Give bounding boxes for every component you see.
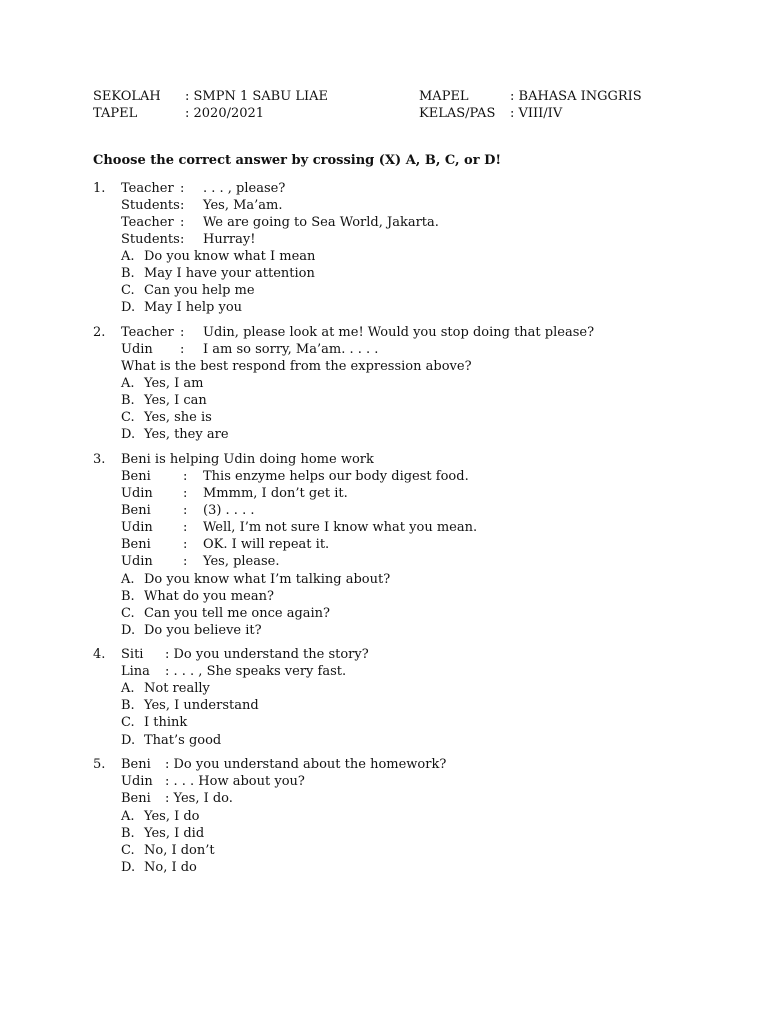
option-letter: D.: [121, 300, 136, 315]
dialogue-speaker: Students: [121, 232, 180, 247]
dialogue-line: OK. I will repeat it.: [203, 537, 330, 552]
dialogue-line: We are going to Sea World, Jakarta.: [203, 215, 439, 230]
dialogue-line: : Yes, I do.: [165, 791, 233, 806]
dialogue-speaker: Siti: [121, 647, 144, 662]
option-text[interactable]: I think: [144, 715, 188, 730]
dialogue-speaker: Beni: [121, 503, 151, 518]
dialogue-speaker: Beni: [121, 757, 151, 772]
option-letter: B.: [121, 826, 135, 841]
option-text[interactable]: Yes, I did: [144, 826, 205, 841]
question-number: 3.: [93, 452, 106, 467]
option-letter: A.: [121, 376, 135, 391]
option-text[interactable]: Do you know what I’m talking about?: [144, 572, 391, 587]
option-text[interactable]: Yes, they are: [144, 427, 229, 442]
question-prompt: What is the best respond from the expression above?: [121, 359, 472, 374]
dialogue-line: Yes, please.: [203, 554, 280, 569]
dialogue-speaker: Udin: [121, 486, 153, 501]
kelas-label: KELAS/PAS: [419, 106, 496, 121]
dialogue-colon: :: [183, 503, 188, 518]
option-letter: C.: [121, 283, 135, 298]
dialogue-speaker: Teacher: [121, 215, 174, 230]
dialogue-line: Mmmm, I don’t get it.: [203, 486, 348, 501]
option-letter: C.: [121, 410, 135, 425]
dialogue-line: I am so sorry, Ma’am. . . . .: [203, 342, 379, 357]
dialogue-speaker: Lina: [121, 664, 150, 679]
dialogue-colon: :: [183, 554, 188, 569]
option-text[interactable]: Yes, I do: [144, 809, 200, 824]
dialogue-colon: :: [183, 520, 188, 535]
option-letter: B.: [121, 393, 135, 408]
question-number: 5.: [93, 757, 106, 772]
option-text[interactable]: Yes, I understand: [144, 698, 259, 713]
dialogue-colon: :: [183, 486, 188, 501]
mapel-value: : BAHASA INGGRIS: [510, 89, 642, 104]
option-letter: A.: [121, 249, 135, 264]
option-text[interactable]: Yes, she is: [144, 410, 212, 425]
dialogue-speaker: Udin: [121, 342, 153, 357]
option-letter: B.: [121, 266, 135, 281]
dialogue-speaker: Beni: [121, 537, 151, 552]
dialogue-line: Well, I’m not sure I know what you mean.: [203, 520, 478, 535]
dialogue-speaker: Teacher: [121, 181, 174, 196]
option-text[interactable]: Can you tell me once again?: [144, 606, 331, 621]
dialogue-colon: :: [180, 342, 185, 357]
option-letter: A.: [121, 572, 135, 587]
dialogue-speaker: Beni: [121, 791, 151, 806]
question-intro: Beni is helping Udin doing home work: [121, 452, 374, 467]
dialogue-speaker: Udin: [121, 520, 153, 535]
dialogue-line: Hurray!: [203, 232, 256, 247]
instruction-text: Choose the correct answer by crossing (X) A, B, C, or D!: [93, 153, 502, 168]
option-letter: B.: [121, 698, 135, 713]
option-letter: B.: [121, 589, 135, 604]
option-letter: C.: [121, 843, 135, 858]
sekolah-value: : SMPN 1 SABU LIAE: [185, 89, 328, 104]
dialogue-colon: :: [180, 181, 185, 196]
dialogue-line: . . . , please?: [203, 181, 286, 196]
mapel-label: MAPEL: [419, 89, 469, 104]
option-letter: D.: [121, 733, 136, 748]
dialogue-speaker: Beni: [121, 469, 151, 484]
dialogue-speaker: Students: [121, 198, 180, 213]
option-text[interactable]: What do you mean?: [144, 589, 274, 604]
dialogue-colon: :: [183, 469, 188, 484]
question-number: 4.: [93, 647, 106, 662]
question-number: 1.: [93, 181, 106, 196]
option-text[interactable]: Yes, I am: [144, 376, 204, 391]
dialogue-speaker: Udin: [121, 774, 153, 789]
option-letter: D.: [121, 427, 136, 442]
tapel-label: TAPEL: [93, 106, 138, 121]
kelas-value: : VIII/IV: [510, 106, 563, 121]
dialogue-line: (3) . . . .: [203, 503, 255, 518]
dialogue-line: : . . . How about you?: [165, 774, 305, 789]
dialogue-colon: :: [180, 198, 185, 213]
dialogue-line: : Do you understand the story?: [165, 647, 369, 662]
option-text[interactable]: May I help you: [144, 300, 243, 315]
option-text[interactable]: Do you know what I mean: [144, 249, 316, 264]
dialogue-speaker: Teacher: [121, 325, 174, 340]
option-text[interactable]: Can you help me: [144, 283, 255, 298]
dialogue-colon: :: [180, 232, 185, 247]
option-text[interactable]: That’s good: [144, 733, 222, 748]
dialogue-colon: :: [180, 215, 185, 230]
sekolah-label: SEKOLAH: [93, 89, 161, 104]
option-text[interactable]: May I have your attention: [144, 266, 315, 281]
dialogue-colon: :: [183, 537, 188, 552]
tapel-value: : 2020/2021: [185, 106, 265, 121]
question-number: 2.: [93, 325, 106, 340]
dialogue-line: This enzyme helps our body digest food.: [203, 469, 469, 484]
option-letter: C.: [121, 606, 135, 621]
option-text[interactable]: No, I don’t: [144, 843, 215, 858]
option-letter: A.: [121, 809, 135, 824]
option-text[interactable]: Not really: [144, 681, 210, 696]
option-text[interactable]: Yes, I can: [144, 393, 207, 408]
dialogue-line: Udin, please look at me! Would you stop doing that please?: [203, 325, 595, 340]
option-text[interactable]: No, I do: [144, 860, 197, 875]
option-text[interactable]: Do you believe it?: [144, 623, 262, 638]
option-letter: C.: [121, 715, 135, 730]
option-letter: D.: [121, 623, 136, 638]
dialogue-speaker: Udin: [121, 554, 153, 569]
dialogue-line: : Do you understand about the homework?: [165, 757, 447, 772]
option-letter: D.: [121, 860, 136, 875]
dialogue-line: Yes, Ma’am.: [203, 198, 283, 213]
dialogue-line: : . . . , She speaks very fast.: [165, 664, 347, 679]
option-letter: A.: [121, 681, 135, 696]
dialogue-colon: :: [180, 325, 185, 340]
